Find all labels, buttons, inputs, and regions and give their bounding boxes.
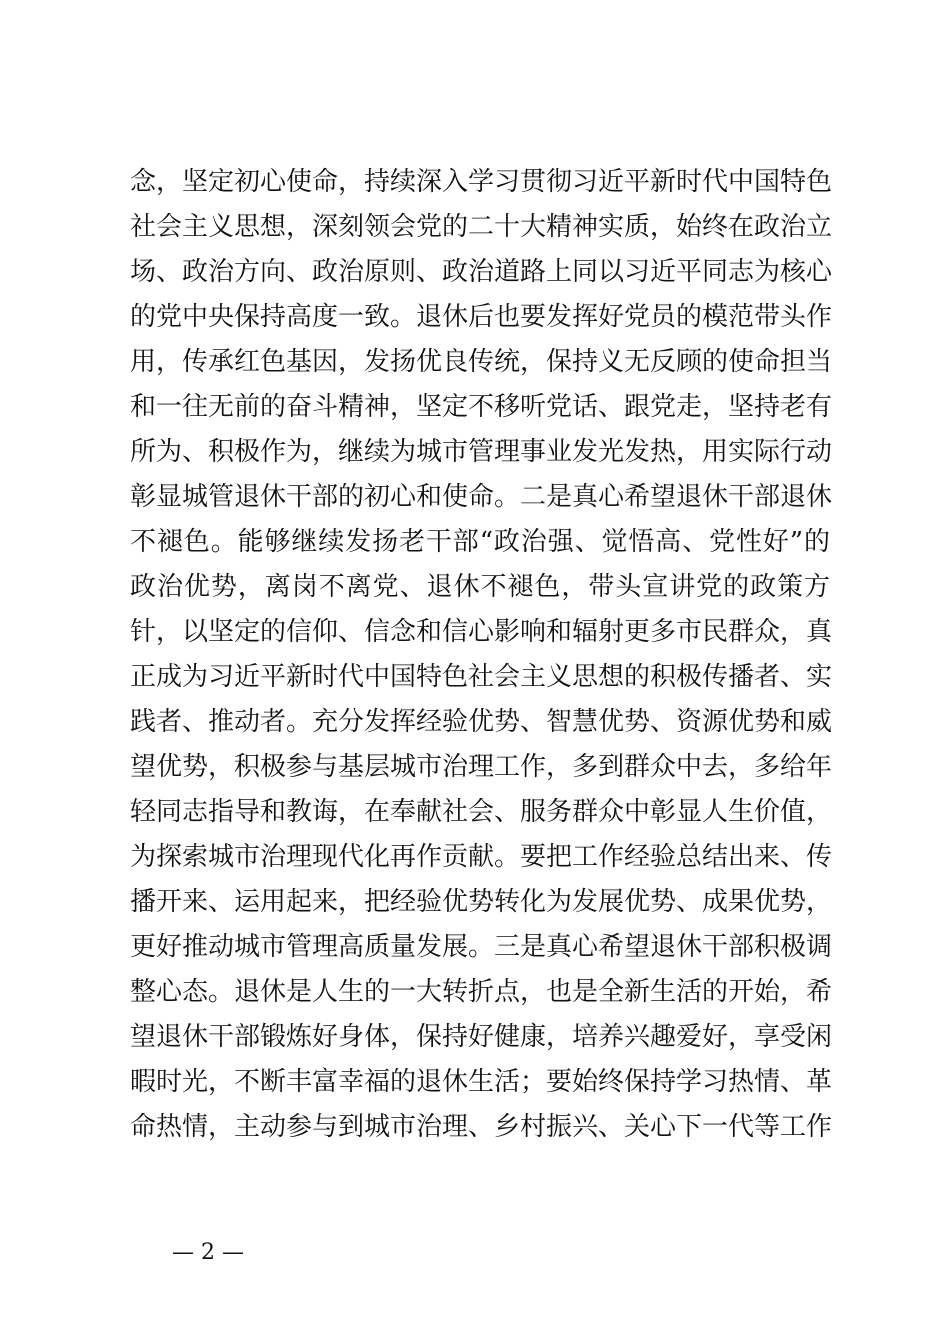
text-line: 和一往无前的奋斗精神，坚定不移听党话、跟党走，坚持老有 [130,392,833,422]
text-line: 社会主义思想，深刻领会党的二十大精神实质，始终在政治立 [130,212,833,242]
text-line: 命热情，主动参与到城市治理、乡村振兴、关心下一代等工作 [130,1112,833,1142]
text-line: 正成为习近平新时代中国特色社会主义思想的积极传播者、实 [130,662,833,692]
text-line: 政治优势，离岗不离党、退休不褪色，带头宣讲党的政策方 [130,572,830,602]
text-line: 不褪色。能够继续发扬老干部“政治强、觉悟高、党性好”的 [130,527,830,557]
text-line: 整心态。退休是人生的一大转折点，也是全新生活的开始，希 [130,977,833,1007]
text-line: 轻同志指导和教诲，在奉献社会、服务群众中彰显人生价值， [130,797,833,827]
text-line: 践者、推动者。充分发挥经验优势、智慧优势、资源优势和威 [130,707,833,737]
text-line: 针，以坚定的信仰、信念和信心影响和辐射更多市民群众，真 [130,617,833,647]
text-line: 更好推动城市管理高质量发展。三是真心希望退休干部积极调 [130,932,833,962]
text-line: 的党中央保持高度一致。退休后也要发挥好党员的模范带头作 [130,302,833,332]
text-line: 望优势，积极参与基层城市治理工作，多到群众中去，多给年 [130,752,833,782]
text-line: 场、政治方向、政治原则、政治道路上同以习近平同志为核心 [130,257,833,287]
body-text [130,160,833,1150]
text-line: 所为、积极作为，继续为城市管理事业发光发热，用实际行动 [130,437,833,467]
page-number: — 2 — [172,1240,244,1265]
text-line: 暇时光，不断丰富幸福的退休生活；要始终保持学习热情、革 [130,1067,833,1097]
text-line: 用，传承红色基因，发扬优良传统，保持义无反顾的使命担当 [130,347,833,377]
text-line: 念，坚定初心使命，持续深入学习贯彻习近平新时代中国特色 [130,167,833,197]
text-line: 彰显城管退休干部的初心和使命。二是真心希望退休干部退休 [130,482,833,512]
text-line: 望退休干部锻炼好身体，保持好健康，培养兴趣爱好，享受闲 [130,1022,833,1052]
text-line: 为探索城市治理现代化再作贡献。要把工作经验总结出来、传 [130,842,833,872]
text-line: 播开来、运用起来，把经验优势转化为发展优势、成果优势， [130,887,833,917]
